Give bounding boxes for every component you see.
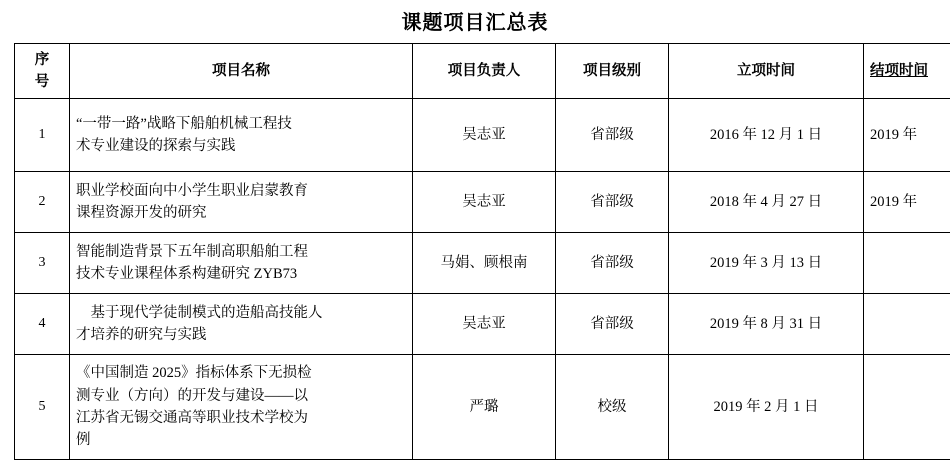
table-row bbox=[15, 294, 950, 355]
cell-no: 1 bbox=[15, 99, 70, 172]
table-row bbox=[15, 233, 950, 294]
cell-leader: 严璐 bbox=[413, 355, 556, 460]
cell-leader: 吴志亚 bbox=[413, 172, 556, 233]
cell-project-name: 基于现代学徒制模式的造船高技能人 才培养的研究与实践 bbox=[70, 294, 413, 355]
cell-no: 4 bbox=[15, 294, 70, 355]
column-header-no: 序 号 bbox=[15, 44, 70, 99]
project-summary-table bbox=[14, 43, 950, 460]
cell-level: 省部级 bbox=[556, 233, 669, 294]
cell-level: 校级 bbox=[556, 355, 669, 460]
cell-project-name: 智能制造背景下五年制高职船舶工程 技术专业课程体系构建研究 ZYB73 bbox=[70, 233, 413, 294]
cell-project-name: 《中国制造 2025》指标体系下无损检 测专业（方向）的开发与建设——以 江苏省无锡交通高等职业技术学校为 例 bbox=[70, 355, 413, 460]
cell-level: 省部级 bbox=[556, 294, 669, 355]
cell-start-date: 2016 年 12 月 1 日 bbox=[669, 99, 864, 172]
cell-project-name: “一带一路”战略下船舶机械工程技 术专业建设的探索与实践 bbox=[70, 99, 413, 172]
cell-end-date bbox=[864, 233, 950, 294]
table-row bbox=[15, 355, 950, 460]
cell-start-date: 2019 年 3 月 13 日 bbox=[669, 233, 864, 294]
cell-start-date: 2018 年 4 月 27 日 bbox=[669, 172, 864, 233]
cell-no: 5 bbox=[15, 355, 70, 460]
cell-end-date: 2019 年 bbox=[864, 172, 950, 233]
column-header-project-name: 项目名称 bbox=[70, 44, 413, 99]
cell-end-date bbox=[864, 294, 950, 355]
table-body bbox=[15, 99, 950, 460]
cell-no: 2 bbox=[15, 172, 70, 233]
cell-leader: 吴志亚 bbox=[413, 99, 556, 172]
cell-level: 省部级 bbox=[556, 99, 669, 172]
cell-start-date: 2019 年 8 月 31 日 bbox=[669, 294, 864, 355]
cell-leader: 马娟、顾根南 bbox=[413, 233, 556, 294]
cell-level: 省部级 bbox=[556, 172, 669, 233]
column-header-level: 项目级别 bbox=[556, 44, 669, 99]
column-header-end-date: 结项时间 bbox=[864, 44, 950, 99]
table-row bbox=[15, 99, 950, 172]
page-title: 课题项目汇总表 bbox=[0, 0, 950, 43]
column-header-start-date: 立项时间 bbox=[669, 44, 864, 99]
cell-leader: 吴志亚 bbox=[413, 294, 556, 355]
cell-project-name: 职业学校面向中小学生职业启蒙教育 课程资源开发的研究 bbox=[70, 172, 413, 233]
cell-start-date: 2019 年 2 月 1 日 bbox=[669, 355, 864, 460]
table-row bbox=[15, 172, 950, 233]
table-header-row bbox=[15, 44, 950, 99]
table-header bbox=[15, 44, 950, 99]
cell-no: 3 bbox=[15, 233, 70, 294]
column-header-leader: 项目负责人 bbox=[413, 44, 556, 99]
cell-end-date: 2019 年 bbox=[864, 99, 950, 172]
cell-end-date bbox=[864, 355, 950, 460]
